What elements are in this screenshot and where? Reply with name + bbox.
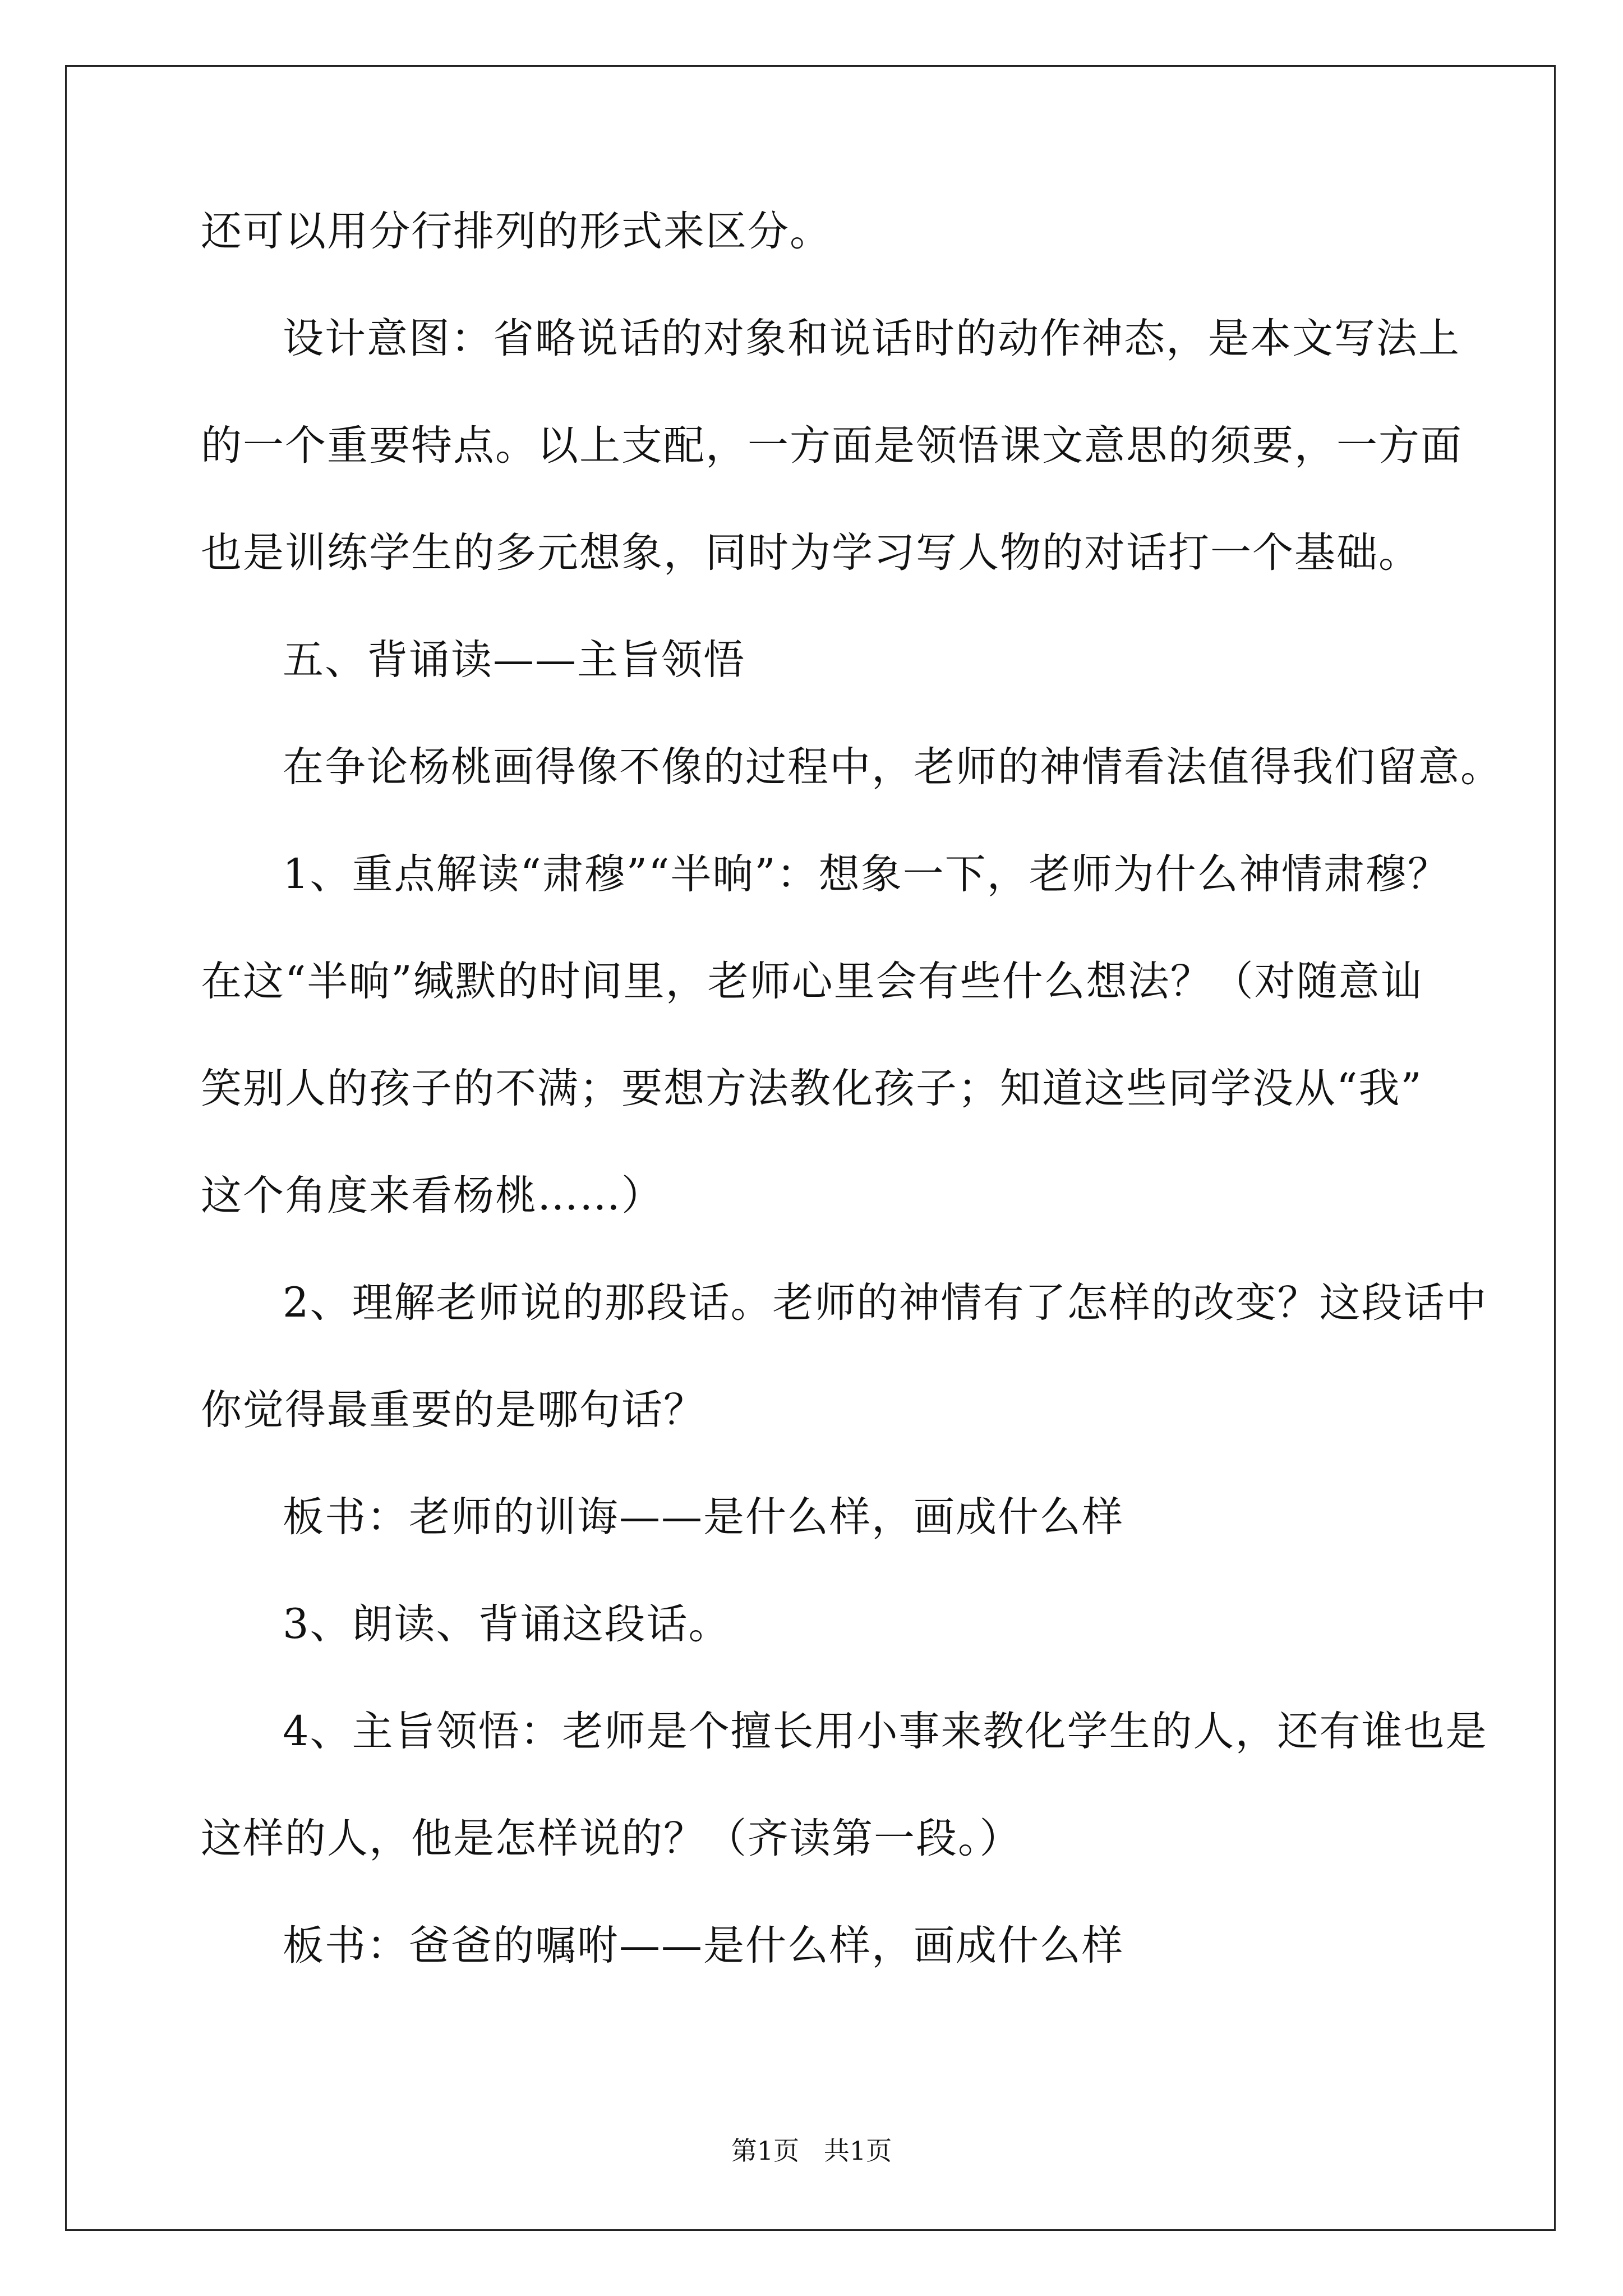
blackboard-note: 板书：爸爸的嘱咐——是什么样，画成什么样 [283, 1922, 1124, 1970]
text-line: 你觉得最重要的是哪句话？ [201, 1386, 706, 1434]
list-item-3: 3、朗读、背诵这段话。 [283, 1600, 731, 1648]
text-line: 也是训练学生的多元想象，同时为学习写人物的对话打一个基础。 [201, 529, 1421, 577]
page-border [65, 65, 1556, 2231]
blackboard-note: 板书：老师的训诲——是什么样，画成什么样 [283, 1493, 1124, 1541]
text-line: 笑别人的孩子的不满；要想方法教化孩子；知道这些同学没从“我” [201, 1065, 1423, 1112]
text-line: 在争论杨桃画得像不像的过程中，老师的神情看法值得我们留意。 [283, 743, 1502, 791]
design-intent-paragraph: 设计意图：省略说话的对象和说话时的动作神态，是本文写法上 [283, 315, 1460, 362]
list-item-4: 4、主旨领悟：老师是个擅长用小事来教化学生的人，还有谁也是 [283, 1708, 1488, 1755]
section-heading: 五、背诵读——主旨领悟 [283, 636, 745, 684]
text-line: 这样的人，他是怎样说的？（齐读第一段。） [201, 1815, 1022, 1862]
text-line: 在这“半晌”缄默的时间里，老师心里会有些什么想法？（对随意讪 [201, 958, 1423, 1005]
list-item-1: 1、重点解读“肃穆”“半晌”：想象一下，老师为什么神情肃穆？ [283, 850, 1450, 898]
list-item-2: 2、理解老师说的那段话。老师的神情有了怎样的改变？这段话中 [283, 1279, 1488, 1327]
text-line: 的一个重要特点。以上支配，一方面是领悟课文意思的须要，一方面 [201, 422, 1463, 470]
text-line: 还可以用分行排列的形式来区分。 [201, 208, 832, 255]
text-line: 这个角度来看杨桃……） [201, 1172, 663, 1220]
page-number: 第1页 共1页 [731, 2136, 892, 2166]
